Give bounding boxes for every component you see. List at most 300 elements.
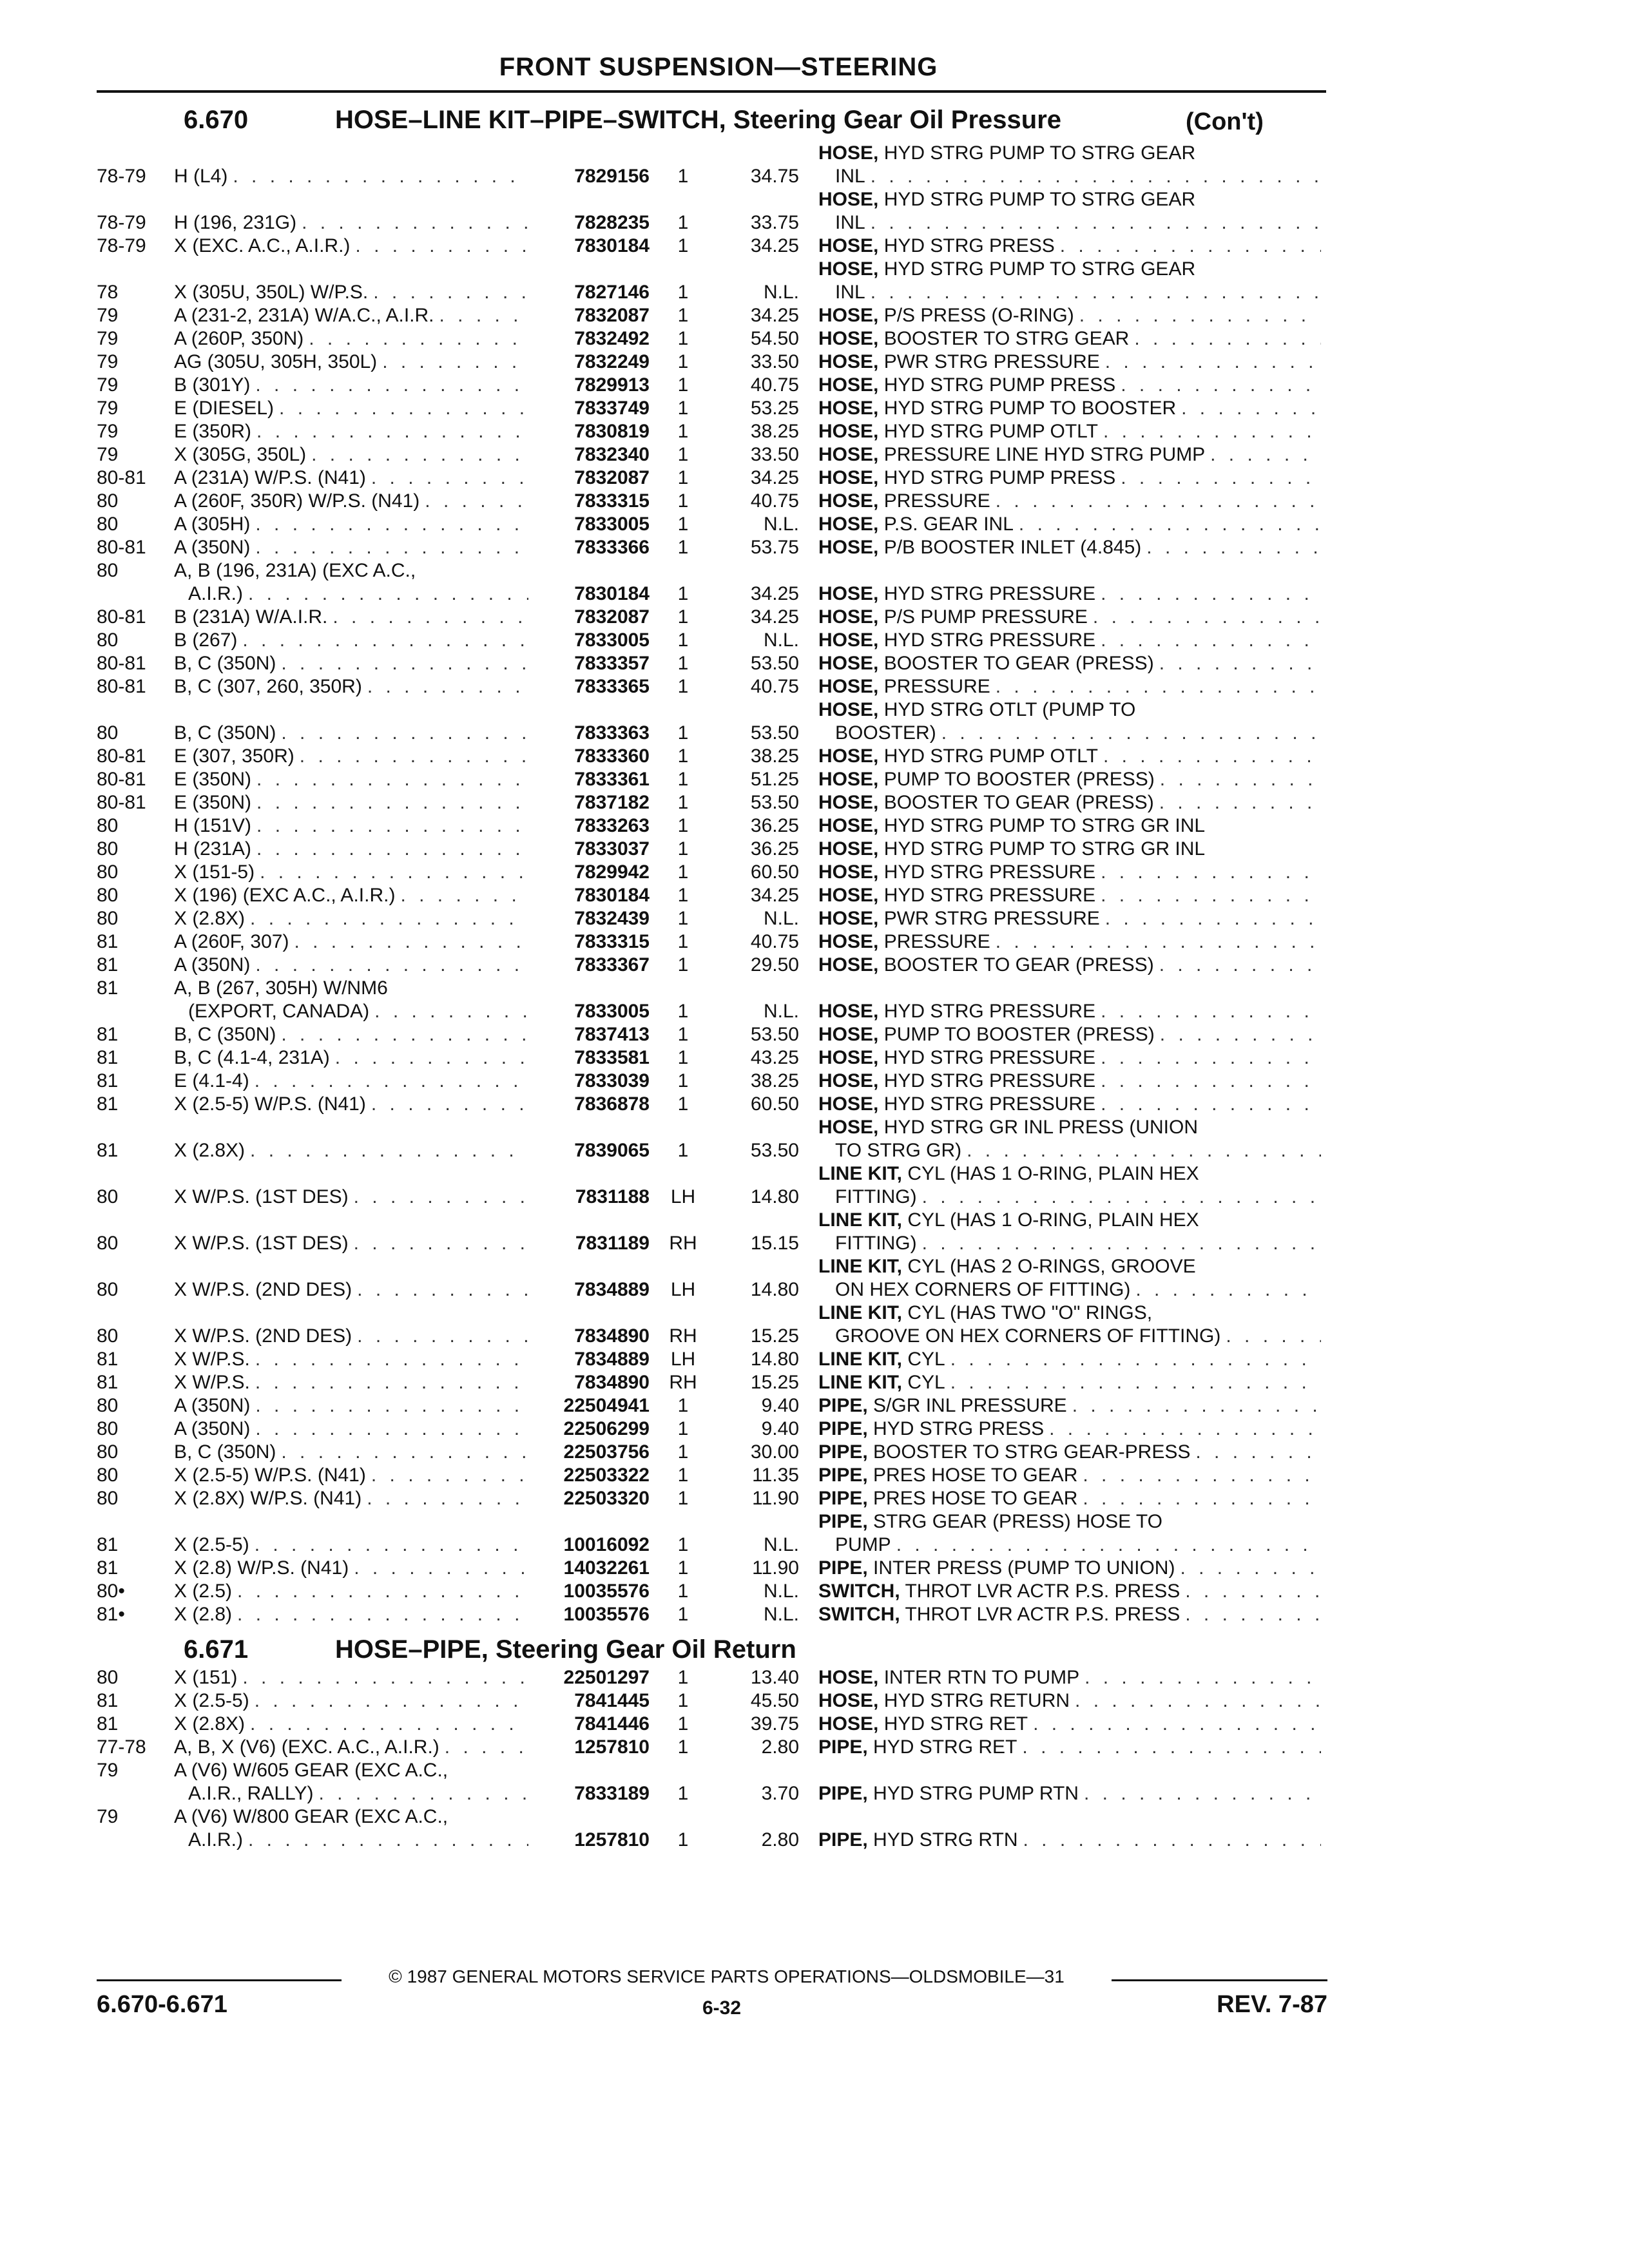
description-cell — [818, 1689, 1327, 1713]
description — [818, 838, 1205, 861]
dot-leader — [357, 1278, 528, 1302]
dot-leader — [1181, 397, 1321, 420]
year-cell — [97, 884, 174, 907]
description — [818, 1070, 1095, 1093]
description-keyword: HOSE, — [818, 398, 879, 419]
description — [818, 1557, 1175, 1580]
description-cell — [818, 1348, 1327, 1371]
empty-cell — [97, 1000, 174, 1023]
part-number: 22503322 — [563, 1465, 650, 1486]
description-text: PRES HOSE TO GEAR — [873, 1488, 1078, 1509]
price: 14.80 — [750, 1349, 799, 1370]
description — [818, 1348, 945, 1371]
application-cell — [174, 1209, 535, 1255]
application-cell — [174, 490, 535, 513]
price: 38.25 — [750, 745, 799, 767]
dot-leader — [250, 1139, 528, 1162]
part-row — [97, 1023, 1327, 1046]
application-cell — [174, 1713, 535, 1736]
description-text: HYD STRG RET — [873, 1736, 1017, 1758]
model-year: 80 — [97, 514, 119, 535]
application-cell — [174, 1418, 535, 1441]
description — [818, 466, 1115, 490]
dot-leader — [354, 1232, 528, 1255]
application-text: X (2.5-5) — [174, 1690, 249, 1711]
part-row — [97, 142, 1327, 188]
year-cell — [97, 443, 174, 466]
dot-leader — [1146, 536, 1321, 559]
description-cell — [818, 1441, 1327, 1464]
model-year: 78-79 — [97, 166, 146, 187]
dot-leader — [425, 490, 528, 513]
dot-leader — [1103, 420, 1321, 443]
application-text: X (151-5) — [174, 861, 255, 883]
application-text-wrap — [174, 1023, 535, 1046]
dot-leader — [996, 490, 1321, 513]
description-keyword: HOSE, — [818, 374, 879, 396]
quantity: 1 — [677, 235, 689, 256]
description-cell — [818, 235, 1327, 258]
price: N.L. — [763, 908, 799, 929]
description-keyword: HOSE, — [818, 954, 879, 975]
description-keyword: HOSE, — [818, 1024, 879, 1045]
model-year: 80 — [97, 885, 119, 906]
application-text: X (2.8) W/P.S. (N41) — [174, 1557, 349, 1579]
year-cell — [97, 1805, 174, 1829]
quantity: RH — [669, 1233, 697, 1254]
application-cell — [174, 1348, 535, 1371]
application-cell — [174, 235, 535, 258]
quantity: 1 — [677, 212, 689, 233]
dot-leader — [1060, 235, 1321, 258]
year-cell — [97, 745, 174, 768]
application-cell — [174, 304, 535, 327]
description-text: BOOSTER TO GEAR (PRESS) — [883, 653, 1154, 674]
description-keyword: PIPE, — [818, 1783, 868, 1804]
description-cell — [818, 791, 1327, 814]
model-year: 81 — [97, 1070, 119, 1091]
description-wrap — [818, 930, 1327, 954]
year-cell — [97, 1302, 174, 1348]
price: 13.40 — [750, 1667, 799, 1688]
price: 2.80 — [761, 1829, 799, 1850]
model-year: 80 — [97, 1667, 119, 1688]
description-keyword: HOSE, — [818, 699, 879, 720]
description-text: PWR STRG PRESSURE — [883, 908, 1100, 929]
empty-cell — [535, 977, 657, 1000]
part-row — [97, 1713, 1327, 1736]
dot-leader — [255, 954, 528, 977]
dot-leader — [967, 1139, 1321, 1162]
year-cell — [97, 1557, 174, 1580]
dot-leader — [255, 513, 528, 536]
description-keyword: HOSE, — [818, 235, 879, 256]
dot-leader — [1079, 304, 1321, 327]
price: 45.50 — [750, 1690, 799, 1711]
description-keyword: HOSE, — [818, 189, 879, 210]
part-number: 22503756 — [563, 1441, 650, 1463]
application-text-wrap — [174, 1070, 535, 1093]
part-number: 7833360 — [574, 745, 650, 767]
application-cell — [174, 1487, 535, 1510]
description-text: HYD STRG PRESSURE — [883, 885, 1096, 906]
application-text-wrap — [174, 165, 535, 188]
application-text: H (151V) — [174, 815, 252, 836]
description-wrap — [818, 768, 1327, 791]
description-continued: TO STRG GR) — [835, 1140, 962, 1161]
description-keyword: HOSE, — [818, 258, 879, 280]
description-wrap — [818, 629, 1327, 652]
application-cell — [174, 652, 535, 675]
description-wrap — [818, 374, 1327, 397]
dot-leader — [242, 1666, 528, 1689]
model-year: 81 — [97, 1140, 119, 1161]
application-text-wrap — [174, 745, 535, 768]
application-text: E (307, 350R) — [174, 745, 294, 767]
description-wrap — [818, 1418, 1327, 1441]
description-wrap — [818, 397, 1327, 420]
part-row — [97, 1759, 1327, 1782]
application-text: E (350R) — [174, 421, 252, 442]
description-keyword: HOSE, — [818, 328, 879, 349]
dot-leader — [354, 1186, 528, 1209]
part-row — [97, 235, 1327, 258]
description-cell — [818, 768, 1327, 791]
description-wrap — [818, 1209, 1327, 1232]
price: 33.50 — [750, 444, 799, 465]
quantity: 1 — [677, 1557, 689, 1579]
description-keyword: PIPE, — [818, 1395, 868, 1416]
year-cell — [97, 1441, 174, 1464]
model-year: 80 — [97, 1465, 119, 1486]
description — [818, 513, 1014, 536]
dot-leader — [400, 884, 528, 907]
empty-cell — [709, 977, 818, 1000]
application-text: A (305H) — [174, 514, 251, 535]
year-cell — [97, 652, 174, 675]
dot-leader — [1210, 443, 1321, 466]
application-text-wrap — [174, 838, 535, 861]
part-row — [97, 1394, 1327, 1418]
application-cell — [174, 954, 535, 977]
description-keyword: SWITCH, — [818, 1581, 900, 1602]
part-number: 7833361 — [574, 769, 650, 790]
model-year: 81 — [97, 931, 119, 952]
application-text-wrap — [174, 1232, 535, 1255]
description-wrap — [818, 1557, 1327, 1580]
dot-leader — [255, 1689, 528, 1713]
price: 38.25 — [750, 1070, 799, 1091]
part-number: 7833037 — [574, 838, 650, 860]
description — [818, 1510, 1162, 1533]
application-cell — [174, 838, 535, 861]
application-text-wrap — [174, 861, 535, 884]
application-text-wrap — [174, 1736, 535, 1759]
dot-leader — [1101, 582, 1321, 606]
description-keyword: HOSE, — [818, 514, 879, 535]
dot-leader — [1084, 1666, 1321, 1689]
application-text-wrap — [174, 1139, 535, 1162]
description-text: CYL (HAS TWO "O" RINGS, — [907, 1302, 1153, 1323]
part-number: 7834889 — [574, 1279, 650, 1300]
description-keyword: LINE KIT, — [818, 1302, 903, 1323]
price: 38.25 — [750, 421, 799, 442]
part-row — [97, 258, 1327, 304]
price: N.L. — [763, 1001, 799, 1022]
description-wrap — [818, 1023, 1327, 1046]
model-year: 80-81 — [97, 792, 146, 813]
part-row-continued — [97, 1782, 1327, 1805]
part-row — [97, 490, 1327, 513]
description — [818, 1603, 1180, 1626]
application-text-continued: A.I.R.) — [188, 1829, 244, 1850]
description-cell — [818, 1302, 1327, 1348]
application-text: A (260F, 307) — [174, 931, 289, 952]
description-keyword: HOSE, — [818, 444, 879, 465]
dot-leader — [354, 1557, 528, 1580]
year-cell — [97, 513, 174, 536]
application-text: X W/P.S. — [174, 1349, 250, 1370]
quantity: 1 — [677, 421, 689, 442]
part-number: 7833005 — [574, 1001, 650, 1022]
year-cell — [97, 1371, 174, 1394]
application-cell — [174, 745, 535, 768]
description-keyword: HOSE, — [818, 1093, 879, 1115]
description-keyword: PIPE, — [818, 1418, 868, 1439]
part-number: 7830184 — [574, 235, 650, 256]
part-row — [97, 466, 1327, 490]
description-keyword: HOSE, — [818, 792, 879, 813]
model-year: 81 — [97, 1713, 119, 1735]
description-keyword: LINE KIT, — [818, 1163, 903, 1184]
part-row — [97, 652, 1327, 675]
application-text-wrap — [174, 1487, 535, 1510]
description-text: THROT LVR ACTR P.S. PRESS — [905, 1604, 1181, 1625]
dot-leader — [996, 930, 1321, 954]
description — [818, 1371, 945, 1394]
description-text: HYD STRG PRESSURE — [883, 629, 1096, 651]
application-text-wrap — [174, 1689, 535, 1713]
price: 15.25 — [750, 1325, 799, 1347]
description — [818, 1209, 1199, 1232]
description-wrap — [818, 745, 1327, 768]
part-number: 7832087 — [574, 467, 650, 488]
model-year: 80 — [97, 1488, 119, 1509]
dot-leader — [1160, 1023, 1321, 1046]
part-number: 7833315 — [574, 931, 650, 952]
part-number: 7831188 — [575, 1186, 650, 1207]
application-text-wrap — [174, 374, 535, 397]
dot-leader — [922, 1232, 1321, 1255]
application-text-wrap — [174, 304, 535, 327]
description-text: HYD STRG PRESSURE — [883, 1070, 1096, 1091]
description-text: HYD STRG PUMP PRESS — [883, 374, 1116, 396]
description-text: CYL — [907, 1372, 945, 1393]
description-keyword: HOSE, — [818, 1713, 879, 1735]
empty-cell — [97, 1782, 174, 1805]
part-number: 7831189 — [575, 1233, 650, 1254]
part-number: 7841446 — [574, 1713, 650, 1735]
description-cell — [818, 1464, 1327, 1487]
dot-leader — [1101, 861, 1321, 884]
dot-leader — [1160, 768, 1321, 791]
dot-leader — [941, 722, 1321, 745]
description-wrap — [818, 698, 1327, 722]
empty-cell — [535, 559, 657, 582]
description-wrap — [818, 582, 1327, 606]
description-text: P/B BOOSTER INLET (4.845) — [883, 537, 1142, 558]
price: 34.25 — [750, 467, 799, 488]
description-keyword: PIPE, — [818, 1441, 868, 1463]
description-keyword: HOSE, — [818, 142, 879, 164]
quantity: 1 — [677, 444, 689, 465]
model-year: 81 — [97, 1372, 119, 1393]
price: 14.80 — [750, 1279, 799, 1300]
dot-leader — [1101, 884, 1321, 907]
part-number: 7832492 — [574, 328, 650, 349]
quantity: 1 — [677, 792, 689, 813]
year-cell — [97, 629, 174, 652]
dot-leader — [373, 281, 528, 304]
year-cell — [97, 977, 174, 1000]
year-cell — [97, 1759, 174, 1782]
part-number: 10035576 — [563, 1581, 650, 1602]
dot-leader — [1023, 1829, 1321, 1852]
quantity: 1 — [677, 583, 689, 604]
description — [818, 235, 1055, 258]
year-cell — [97, 1666, 174, 1689]
model-year: 80 — [97, 861, 119, 883]
application-cell — [174, 861, 535, 884]
application-text-wrap — [174, 768, 535, 791]
description-cell — [818, 1510, 1327, 1557]
dot-leader — [309, 327, 528, 351]
description-cell — [818, 698, 1327, 745]
description-text: STRG GEAR (PRESS) HOSE TO — [873, 1511, 1163, 1532]
dot-leader — [355, 235, 528, 258]
part-row-continued — [97, 1000, 1327, 1023]
part-row — [97, 768, 1327, 791]
part-number: 7829156 — [574, 166, 650, 187]
application-text: E (4.1-4) — [174, 1070, 249, 1091]
part-row — [97, 1046, 1327, 1070]
part-row — [97, 814, 1327, 838]
application-text-wrap — [174, 1371, 535, 1394]
model-year: 80 — [97, 1395, 119, 1416]
description-text: HYD STRG PUMP OTLT — [883, 745, 1098, 767]
part-row — [97, 675, 1327, 698]
description-text: INTER RTN TO PUMP — [883, 1667, 1080, 1688]
description-text: S/GR INL PRESSURE — [873, 1395, 1067, 1416]
application-text: A (V6) W/605 GEAR (EXC A.C., — [174, 1760, 448, 1781]
dot-leader — [248, 1829, 528, 1852]
description-wrap — [818, 1255, 1327, 1278]
dot-leader — [371, 1093, 528, 1116]
application-text-wrap — [174, 606, 535, 629]
description-text: INTER PRESS (PUMP TO UNION) — [873, 1557, 1175, 1579]
description-keyword: HOSE, — [818, 838, 879, 860]
description-text: PUMP TO BOOSTER (PRESS) — [883, 769, 1155, 790]
description-text: HYD STRG PUMP TO STRG GR INL — [883, 815, 1206, 836]
application-cell — [174, 1689, 535, 1713]
year-cell — [97, 606, 174, 629]
application-text: B (301Y) — [174, 374, 251, 396]
description-keyword: HOSE, — [818, 606, 879, 628]
description-wrap — [818, 1689, 1327, 1713]
description-text: HYD STRG RET — [883, 1713, 1028, 1735]
application-cell — [174, 1510, 535, 1557]
description-wrap — [818, 466, 1327, 490]
price: 40.75 — [750, 490, 799, 512]
description-keyword: HOSE, — [818, 931, 879, 952]
model-year: 79 — [97, 351, 119, 372]
description-wrap — [818, 1371, 1327, 1394]
description-cell — [818, 1162, 1327, 1209]
year-cell — [97, 1116, 174, 1162]
application-cell — [174, 814, 535, 838]
quantity: 1 — [677, 1667, 689, 1688]
description-cell — [818, 652, 1327, 675]
dot-leader — [371, 466, 528, 490]
year-cell — [97, 466, 174, 490]
model-year: 80 — [97, 722, 119, 744]
description-cell — [818, 420, 1327, 443]
empty-cell — [709, 559, 818, 582]
part-row — [97, 954, 1327, 977]
application-text: AG (305U, 305H, 350L) — [174, 351, 378, 372]
description-wrap — [818, 1666, 1327, 1689]
description-text: HYD STRG PRESSURE — [883, 1047, 1096, 1068]
quantity: LH — [670, 1186, 696, 1207]
dot-leader — [1195, 1441, 1321, 1464]
part-number: 7827146 — [574, 282, 650, 303]
application-text: B, C (350N) — [174, 1441, 276, 1463]
application-text-continued: (EXPORT, CANADA) — [188, 1001, 370, 1022]
year-cell — [97, 1713, 174, 1736]
description-wrap — [818, 258, 1327, 281]
description-cell — [818, 930, 1327, 954]
description-cell — [818, 327, 1327, 351]
part-row — [97, 1805, 1327, 1829]
application-cell — [174, 1580, 535, 1603]
application-text-wrap — [174, 1580, 535, 1603]
description-continued-wrap — [818, 1325, 1327, 1348]
dot-leader — [260, 861, 528, 884]
year-cell — [97, 1418, 174, 1441]
part-row — [97, 1255, 1327, 1302]
description-continued-wrap — [818, 165, 1327, 188]
application-text-wrap — [174, 1666, 535, 1689]
part-number: 7834890 — [574, 1325, 650, 1347]
price: 53.50 — [750, 792, 799, 813]
quantity: 1 — [677, 1736, 689, 1758]
year-cell — [97, 1603, 174, 1626]
application-cell — [174, 1255, 535, 1302]
application-text: B, C (4.1-4, 231A) — [174, 1047, 330, 1068]
application-text: A (350N) — [174, 537, 251, 558]
dot-leader — [335, 1046, 528, 1070]
dot-leader — [1101, 1046, 1321, 1070]
price: N.L. — [763, 514, 799, 535]
description — [818, 1464, 1077, 1487]
description-cell — [818, 1603, 1327, 1626]
footer-rule — [1112, 1979, 1327, 1981]
dot-leader — [333, 606, 528, 629]
description-text: BOOSTER TO STRG GEAR-PRESS — [873, 1441, 1191, 1463]
part-number: 7833357 — [574, 653, 650, 674]
empty-cell — [657, 1759, 709, 1782]
model-year: 81 — [97, 1047, 119, 1068]
